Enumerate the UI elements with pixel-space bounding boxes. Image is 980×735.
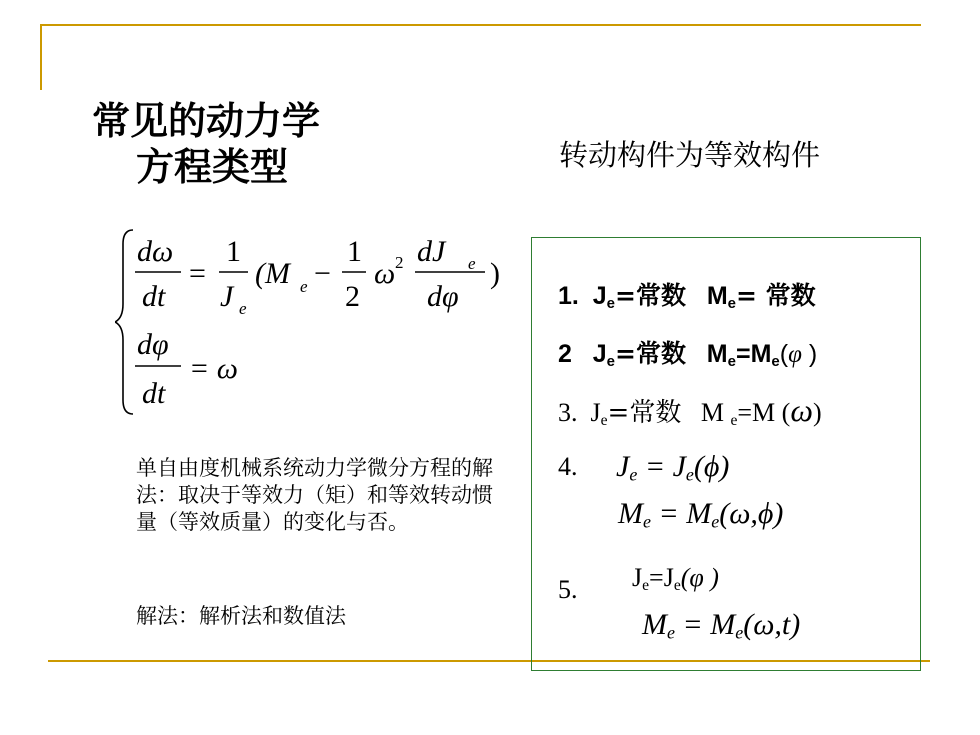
case-2-num: 2	[558, 340, 572, 368]
equation-system	[115, 226, 525, 421]
eq1-dj-den: dφ	[427, 280, 459, 313]
top-rule	[40, 24, 921, 26]
case-1-num: 1.	[558, 282, 579, 310]
eq1-open: (M	[255, 257, 290, 290]
case-2: 2 $J_e=$常数 $M_e=M_e(\varphi$ )	[558, 339, 818, 370]
title-line-1: 常见的动力学	[92, 99, 321, 143]
left-brace	[115, 230, 133, 414]
eq1-dj-num: dJ	[417, 235, 446, 268]
case-5-num: 5.	[558, 575, 578, 604]
eq1-half-num: 1	[347, 235, 362, 268]
eq1-omega: ω	[374, 257, 396, 290]
eq1-equals: =	[189, 257, 206, 290]
case-4-num: 4.	[558, 452, 578, 481]
eq1-omega-pow: 2	[395, 253, 404, 272]
case-5	[558, 575, 578, 605]
case-4	[558, 452, 578, 482]
eq1-lhs-num: dω	[137, 235, 174, 268]
eq1-minus: −	[314, 257, 331, 290]
title-line-2: 方程类型	[136, 145, 289, 189]
solution-methods: 解法：解析法和数值法	[136, 604, 346, 628]
case-5-line-1: $J_e=J_e(\varphi$ )	[632, 563, 719, 594]
eq2-lhs-den: dt	[142, 377, 166, 410]
eq1-frac-den-sub: e	[239, 299, 247, 318]
eq1-half-den: 2	[345, 280, 360, 313]
eq1-lhs-den: dt	[142, 280, 166, 313]
method-description: 单自由度机械系统动力学微分方程的解法：取决于等效力（矩）和等效转动惯量（等效质量）的变化与否。	[136, 456, 493, 534]
eq1-frac-den: J	[220, 280, 234, 313]
slide-title	[92, 98, 320, 190]
case-3: 3. $J_e=$常数 M $_e$=M (ω)	[558, 392, 822, 429]
case-1: 1. $J_e=$常数 $M_e=$ 常数	[558, 281, 816, 312]
case-5-line-2: $M_e = M_e(\omega,t)$	[642, 608, 801, 643]
case-4-line-1: $J_e = J_e(\phi)$	[616, 450, 730, 485]
eq1-frac-num: 1	[226, 235, 241, 268]
eq1-close: )	[490, 257, 500, 290]
case-3-num: 3.	[558, 398, 578, 427]
eq1-dj-sub: e	[468, 254, 476, 273]
eq2-rhs: = ω	[189, 352, 238, 385]
case-4-line-2: $M_e = M_e(\omega,\phi)$	[618, 497, 784, 532]
eq2-lhs-num: dφ	[137, 328, 169, 361]
left-rule	[40, 24, 42, 90]
slide-subtitle: 转动构件为等效构件	[559, 138, 821, 172]
eq1-me-sub: e	[300, 277, 308, 296]
